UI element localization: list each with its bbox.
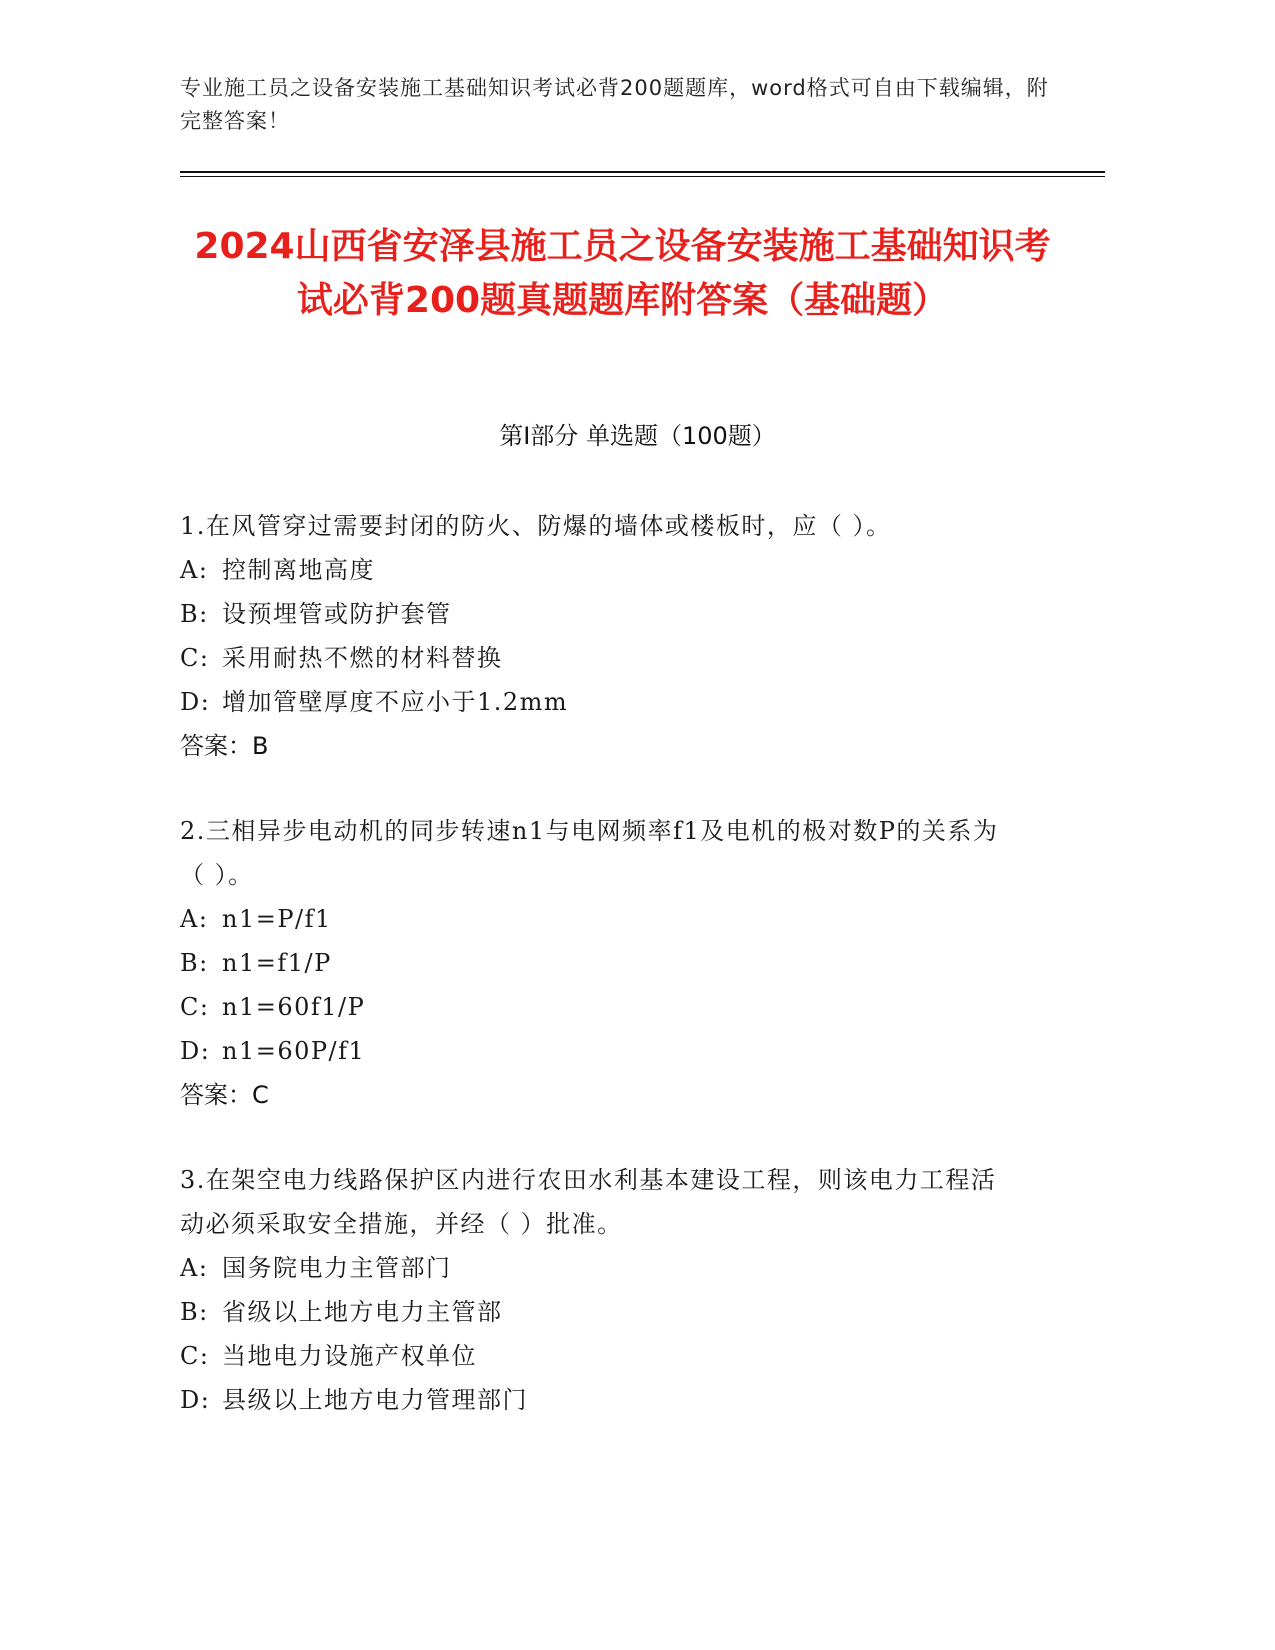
question-list: [180, 504, 1020, 1463]
question-stem: 3.在架空电力线路保护区内进行农田水利基本建设工程，则该电力工程活动必须采取安全措施，并经（ ）批准。: [180, 1166, 997, 1238]
option-text: 采用耐热不燃的材料替换: [222, 644, 503, 672]
option-text: n1=f1/P: [222, 949, 332, 977]
option-key: A:: [180, 556, 209, 584]
option-key: B:: [180, 949, 209, 977]
answer-option: [180, 680, 1020, 724]
answer-option: [180, 1246, 1020, 1290]
answer-value: C: [252, 1081, 269, 1109]
option-text: 设预埋管或防护套管: [222, 600, 452, 628]
answer-option: [180, 1378, 1020, 1422]
answer-option: [180, 592, 1020, 636]
answer-option: [180, 548, 1020, 592]
option-text: 控制离地高度: [222, 556, 375, 584]
answer-option: [180, 941, 1020, 985]
option-text: n1=60f1/P: [222, 993, 366, 1021]
option-text: 省级以上地方电力主管部: [222, 1298, 503, 1326]
answer-line: [180, 1073, 1020, 1117]
option-text: 增加管壁厚度不应小于1.2mm: [222, 688, 569, 716]
option-key: D:: [180, 1037, 211, 1065]
question-item: [180, 504, 1020, 768]
option-key: C:: [180, 1342, 210, 1370]
question-stem: 1.在风管穿过需要封闭的防火、防爆的墙体或楼板时，应（ ）。: [180, 512, 892, 540]
option-text: 当地电力设施产权单位: [222, 1342, 477, 1370]
header-note: 专业施工员之设备安装施工基础知识考试必背200题题库，word格式可自由下载编辑，附完整答案！: [180, 76, 1049, 133]
answer-option: [180, 1290, 1020, 1334]
section-heading: 第I部分 单选题（100题）: [499, 422, 776, 450]
option-text: 县级以上地方电力管理部门: [222, 1386, 528, 1414]
answer-option: [180, 897, 1020, 941]
document-title: 2024山西省安泽县施工员之设备安装施工基础知识考试必背200题真题题库附答案（基础题）: [194, 226, 1051, 321]
header-rule-thick: [180, 171, 1105, 173]
option-key: D:: [180, 1386, 211, 1414]
answer-option: [180, 985, 1020, 1029]
answer-line: [180, 724, 1020, 768]
header-rule-thin: [180, 176, 1105, 177]
answer-option: [180, 1334, 1020, 1378]
option-key: C:: [180, 644, 210, 672]
answer-option: [180, 636, 1020, 680]
option-key: D:: [180, 688, 211, 716]
option-text: n1=60P/f1: [222, 1037, 366, 1065]
option-key: C:: [180, 993, 210, 1021]
answer-value: B: [252, 732, 269, 760]
answer-label: 答案：: [180, 732, 252, 760]
answer-option: [180, 1029, 1020, 1073]
option-text: n1=P/f1: [222, 905, 332, 933]
option-key: A:: [180, 905, 209, 933]
option-key: A:: [180, 1254, 209, 1282]
question-item: [180, 1158, 1020, 1422]
question-stem: 2.三相异步电动机的同步转速n1与电网频率f1及电机的极对数P的关系为（ ）。: [180, 817, 999, 889]
question-item: [180, 809, 1020, 1117]
option-key: B:: [180, 600, 209, 628]
option-text: 国务院电力主管部门: [222, 1254, 452, 1282]
answer-label: 答案：: [180, 1081, 252, 1109]
option-key: B:: [180, 1298, 209, 1326]
